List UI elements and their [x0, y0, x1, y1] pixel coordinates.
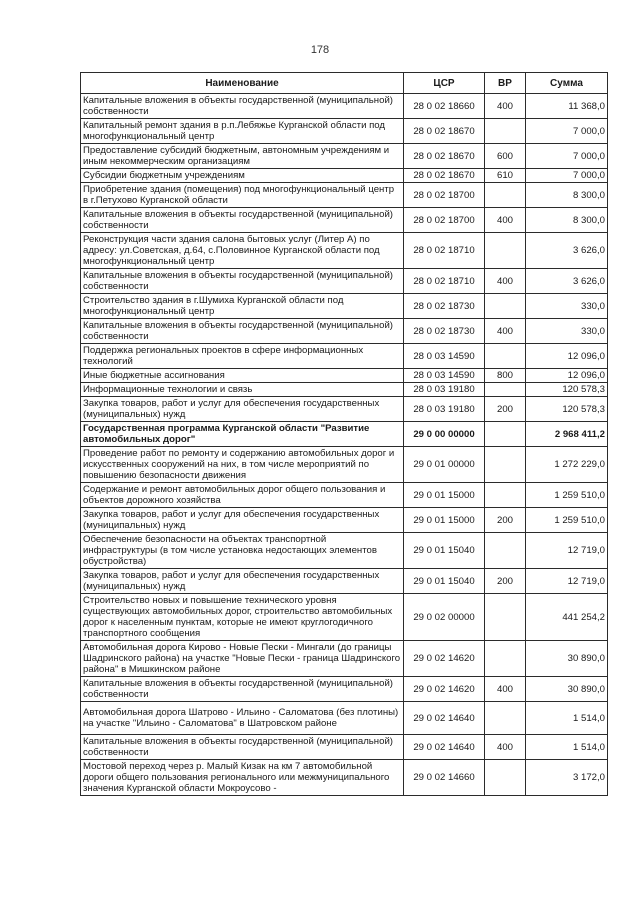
cell-name: Строительство новых и повышение технического уровня существующих автомобильных дорог, строительство автомобильных дорог к населенным пунктам, которые не имеют круглогодичного транспортного сообщения [81, 594, 404, 641]
cell-sum: 2 968 411,2 [526, 422, 608, 447]
cell-csr: 28 0 02 18730 [404, 294, 485, 319]
table-row [81, 594, 608, 641]
cell-csr: 29 0 02 00000 [404, 594, 485, 641]
cell-sum: 3 626,0 [526, 233, 608, 269]
table-row [81, 208, 608, 233]
cell-csr: 28 0 03 19180 [404, 383, 485, 397]
table-row [81, 760, 608, 796]
cell-csr: 29 0 01 15000 [404, 483, 485, 508]
budget-table [80, 72, 608, 796]
cell-vr [485, 119, 526, 144]
cell-vr: 400 [485, 269, 526, 294]
table-row [81, 369, 608, 383]
table-row [81, 508, 608, 533]
table-row [81, 94, 608, 119]
table-row [81, 119, 608, 144]
cell-csr: 29 0 01 00000 [404, 447, 485, 483]
cell-name: Капитальные вложения в объекты государственной (муниципальной) собственности [81, 94, 404, 119]
cell-csr: 28 0 02 18670 [404, 169, 485, 183]
table-row [81, 169, 608, 183]
cell-vr: 200 [485, 569, 526, 594]
cell-sum: 1 259 510,0 [526, 483, 608, 508]
cell-name: Проведение работ по ремонту и содержанию автомобильных дорог и искусственных сооружений на них, в том числе мероприятий по повышению безопасности движения [81, 447, 404, 483]
cell-csr: 28 0 02 18730 [404, 319, 485, 344]
cell-vr [485, 702, 526, 735]
cell-name: Капитальные вложения в объекты государственной (муниципальной) собственности [81, 319, 404, 344]
cell-csr: 29 0 02 14660 [404, 760, 485, 796]
table-row [81, 344, 608, 369]
cell-vr [485, 233, 526, 269]
table-body [81, 94, 608, 796]
page-number: 178 [310, 44, 330, 56]
table-row [81, 702, 608, 735]
cell-name: Автомобильная дорога Кирово - Новые Пески - Мингали (до границы Шадринского района) на участке "Новые Пески - граница Шадринского района" в Мишкинском районе [81, 641, 404, 677]
cell-csr: 29 0 02 14640 [404, 702, 485, 735]
cell-vr: 610 [485, 169, 526, 183]
cell-csr: 28 0 02 18670 [404, 119, 485, 144]
cell-vr [485, 483, 526, 508]
header-csr: ЦСР [404, 73, 485, 94]
cell-name: Реконструкция части здания салона бытовых услуг (Литер А) по адресу: ул.Советская, д.64, с.Половинное Курганской области под многофункциональный центр [81, 233, 404, 269]
cell-sum: 11 368,0 [526, 94, 608, 119]
cell-vr [485, 760, 526, 796]
cell-csr: 28 0 02 18700 [404, 183, 485, 208]
table-row [81, 233, 608, 269]
cell-name: Государственная программа Курганской области "Развитие автомобильных дорог" [81, 422, 404, 447]
cell-name: Закупка товаров, работ и услуг для обеспечения государственных (муниципальных) нужд [81, 508, 404, 533]
cell-name: Строительство здания в г.Шумиха Курганской области под многофункциональный центр [81, 294, 404, 319]
cell-csr: 28 0 03 14590 [404, 369, 485, 383]
table-row [81, 294, 608, 319]
cell-sum: 1 514,0 [526, 702, 608, 735]
cell-csr: 29 0 01 15000 [404, 508, 485, 533]
cell-sum: 30 890,0 [526, 677, 608, 702]
cell-name: Поддержка региональных проектов в сфере информационных технологий [81, 344, 404, 369]
table-row [81, 319, 608, 344]
cell-name: Мостовой переход через р. Малый Кизак на км 7 автомобильной дороги общего пользования регионального или межмуниципального значения Курганской области Мокроусово - [81, 760, 404, 796]
cell-vr [485, 594, 526, 641]
cell-sum: 7 000,0 [526, 119, 608, 144]
cell-name: Капитальные вложения в объекты государственной (муниципальной) собственности [81, 677, 404, 702]
cell-vr [485, 422, 526, 447]
cell-csr: 29 0 02 14640 [404, 735, 485, 760]
cell-vr: 400 [485, 677, 526, 702]
header-name: Наименование [81, 73, 404, 94]
cell-name: Капитальные вложения в объекты государственной (муниципальной) собственности [81, 269, 404, 294]
cell-name: Закупка товаров, работ и услуг для обеспечения государственных (муниципальных) нужд [81, 569, 404, 594]
table-row [81, 677, 608, 702]
cell-name: Закупка товаров, работ и услуг для обеспечения государственных (муниципальных) нужд [81, 397, 404, 422]
cell-name: Капитальные вложения в объекты государственной (муниципальной) собственности [81, 735, 404, 760]
cell-vr: 400 [485, 319, 526, 344]
table-row [81, 641, 608, 677]
cell-sum: 12 719,0 [526, 569, 608, 594]
cell-sum: 330,0 [526, 319, 608, 344]
table-row [81, 447, 608, 483]
table-header-row [81, 73, 608, 94]
cell-name: Иные бюджетные ассигнования [81, 369, 404, 383]
table-row [81, 422, 608, 447]
cell-csr: 28 0 03 19180 [404, 397, 485, 422]
table-row [81, 144, 608, 169]
table-row [81, 397, 608, 422]
cell-sum: 441 254,2 [526, 594, 608, 641]
cell-csr: 28 0 02 18660 [404, 94, 485, 119]
cell-vr: 800 [485, 369, 526, 383]
table-row [81, 533, 608, 569]
cell-sum: 12 096,0 [526, 369, 608, 383]
cell-csr: 28 0 02 18670 [404, 144, 485, 169]
cell-name: Информационные технологии и связь [81, 383, 404, 397]
cell-vr [485, 383, 526, 397]
cell-csr: 29 0 02 14620 [404, 677, 485, 702]
cell-name: Обеспечение безопасности на объектах транспортной инфраструктуры (в том числе установка недостающих элементов обустройства) [81, 533, 404, 569]
cell-vr: 400 [485, 94, 526, 119]
cell-name: Приобретение здания (помещения) под многофункциональный центр в г.Петухово Курганской области [81, 183, 404, 208]
cell-name: Содержание и ремонт автомобильных дорог общего пользования и объектов дорожного хозяйства [81, 483, 404, 508]
cell-vr [485, 447, 526, 483]
header-sum: Сумма [526, 73, 608, 94]
cell-sum: 3 626,0 [526, 269, 608, 294]
cell-vr [485, 533, 526, 569]
cell-sum: 7 000,0 [526, 144, 608, 169]
cell-vr [485, 641, 526, 677]
table-row [81, 483, 608, 508]
cell-sum: 120 578,3 [526, 397, 608, 422]
cell-sum: 12 096,0 [526, 344, 608, 369]
cell-vr [485, 344, 526, 369]
table-row [81, 735, 608, 760]
cell-sum: 8 300,0 [526, 208, 608, 233]
cell-name: Капитальные вложения в объекты государственной (муниципальной) собственности [81, 208, 404, 233]
cell-vr: 400 [485, 208, 526, 233]
cell-vr [485, 294, 526, 319]
cell-sum: 30 890,0 [526, 641, 608, 677]
cell-vr: 200 [485, 397, 526, 422]
cell-csr: 28 0 02 18700 [404, 208, 485, 233]
cell-vr: 400 [485, 735, 526, 760]
cell-sum: 12 719,0 [526, 533, 608, 569]
cell-csr: 29 0 01 15040 [404, 569, 485, 594]
cell-vr: 600 [485, 144, 526, 169]
cell-sum: 7 000,0 [526, 169, 608, 183]
cell-csr: 28 0 02 18710 [404, 269, 485, 294]
table-row [81, 183, 608, 208]
cell-sum: 1 259 510,0 [526, 508, 608, 533]
cell-csr: 28 0 02 18710 [404, 233, 485, 269]
table-row [81, 569, 608, 594]
table-row [81, 383, 608, 397]
cell-vr [485, 183, 526, 208]
cell-name: Субсидии бюджетным учреждениям [81, 169, 404, 183]
cell-sum: 3 172,0 [526, 760, 608, 796]
cell-csr: 29 0 01 15040 [404, 533, 485, 569]
cell-name: Предоставление субсидий бюджетным, автономным учреждениям и иным некоммерческим организациям [81, 144, 404, 169]
table-row [81, 269, 608, 294]
cell-vr: 200 [485, 508, 526, 533]
cell-sum: 1 272 229,0 [526, 447, 608, 483]
cell-sum: 330,0 [526, 294, 608, 319]
cell-sum: 120 578,3 [526, 383, 608, 397]
cell-name: Автомобильная дорога Шатрово - Ильино - Саломатова (без плотины) на участке "Ильино - Саломатова" в Шатровском районе [81, 702, 404, 735]
cell-name: Капитальный ремонт здания в р.п.Лебяжье Курганской области под многофункциональный центр [81, 119, 404, 144]
cell-csr: 28 0 03 14590 [404, 344, 485, 369]
cell-sum: 1 514,0 [526, 735, 608, 760]
header-vr: ВР [485, 73, 526, 94]
cell-sum: 8 300,0 [526, 183, 608, 208]
cell-csr: 29 0 00 00000 [404, 422, 485, 447]
cell-csr: 29 0 02 14620 [404, 641, 485, 677]
